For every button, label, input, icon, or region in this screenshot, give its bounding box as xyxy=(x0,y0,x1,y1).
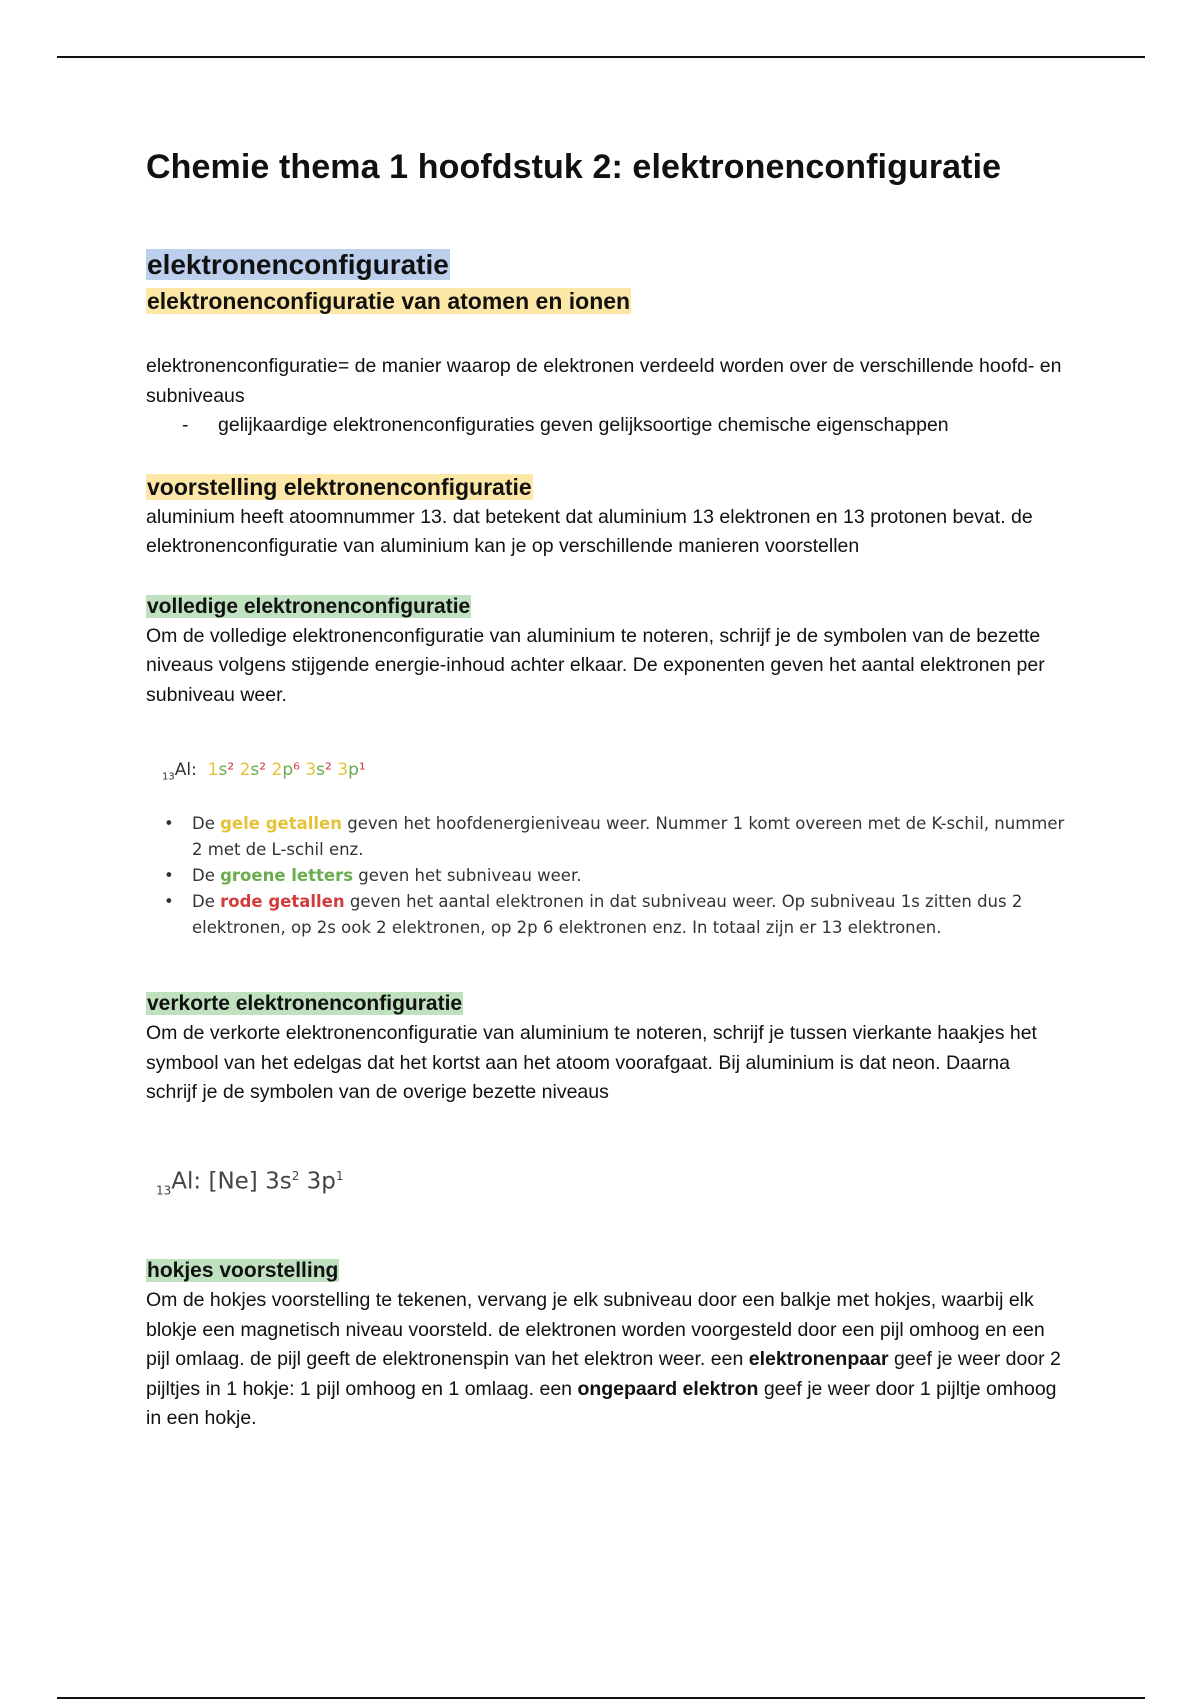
voorstelling-paragraph: aluminium heeft atoomnummer 13. dat betekent dat aluminium 13 elektronen en 13 protonen bevat. de elektronenconfiguratie van aluminium kan je op verschillende manieren voorstellen xyxy=(146,505,1033,557)
dash-list xyxy=(146,411,1066,441)
document-page xyxy=(146,140,1066,1434)
heading-hokjes: hokjes voorstelling xyxy=(147,1259,339,1283)
configuration-term: 2p⁶ xyxy=(271,760,300,780)
bottom-rule xyxy=(57,1697,1145,1699)
configuration-term: 3s² xyxy=(305,760,332,780)
volledige-paragraph: Om de volledige elektronenconfiguratie van aluminium te noteren, schrijf je de symbolen van de bezette niveaus volgens stijgende energie-inhoud achter elkaar. De exponenten geven het aantal elektronen per subniveau weer. xyxy=(146,624,1045,706)
full-configuration-formula: $_{13}$Al: 1s² 2s² 2p⁶ 3s² 3p¹ xyxy=(162,760,366,783)
hokjes-paragraph: Om de hokjes voorstelling te tekenen, vervang je elk subniveau door een balkje met hokjes, waarbij elk blokje een magnetisch niveau voorsteld. de elektronen worden voorgesteld door een pijl omhoog en een pijl omlaag. de pijl geeft de elektronenspin van het elektron weer. een elektronenpaar geef je weer door 2 pijltjes in 1 hokje: 1 pijl omhoog en 1 omlaag. een ongepaard elektron geef je weer door 1 pijltje omhoog in een hokje. xyxy=(146,1289,1061,1430)
top-rule xyxy=(57,56,1145,58)
heading-atomen-ionen: elektronenconfiguratie van atomen en ionen xyxy=(147,288,631,314)
heading-voorstelling: voorstelling elektronenconfiguratie xyxy=(147,473,532,500)
configuration-terms xyxy=(208,760,366,780)
configuration-term: 3p¹ xyxy=(337,760,366,780)
list-item: • De rode getallen geven het aantal elektronen in dat subniveau weer. Op subniveau 1s zitten dus 2 elektronen, op 2s ook 2 elektronen, op 2p 6 elektronen enz. In totaal zijn er 13 elektronen. xyxy=(164,892,1023,938)
list-item: - gelijkaardige elektronenconfiguraties geven gelijksoortige chemische eigenschappen xyxy=(182,414,949,436)
list-item: • De groene letters geven het subniveau weer. xyxy=(164,866,582,886)
heading-volledige: volledige elektronenconfiguratie xyxy=(147,594,471,618)
short-configuration-formula: $_{13}$Al: [Ne] $3s^2$ $3p^1$ xyxy=(156,1168,344,1198)
verkorte-paragraph: Om de verkorte elektronenconfiguratie van aluminium te noteren, schrijf je tussen vierkante haakjes het symbool van het edelgas dat het kortst aan het atoom voorafgaat. Bij aluminium is dat neon. Daarna schrijf je de symbolen van de overige bezette niveaus xyxy=(146,1022,1037,1104)
list-item: • De gele getallen geven het hoofdenergieniveau weer. Nummer 1 komt overeen met de K-schil, nummer 2 met de L-schil enz. xyxy=(164,814,1065,860)
legend-bullets xyxy=(146,811,1066,941)
heading-verkorte: verkorte elektronenconfiguratie xyxy=(147,992,463,1016)
page-title: Chemie thema 1 hoofdstuk 2: elektronenconfiguratie xyxy=(146,148,1002,186)
configuration-term: 2s² xyxy=(239,760,267,780)
heading-elektronenconfiguratie: elektronenconfiguratie xyxy=(147,249,449,280)
configuration-term: 1s² xyxy=(207,760,235,780)
definition-paragraph: elektronenconfiguratie= de manier waarop de elektronen verdeeld worden over de verschillende hoofd- en subniveaus xyxy=(146,355,1062,407)
